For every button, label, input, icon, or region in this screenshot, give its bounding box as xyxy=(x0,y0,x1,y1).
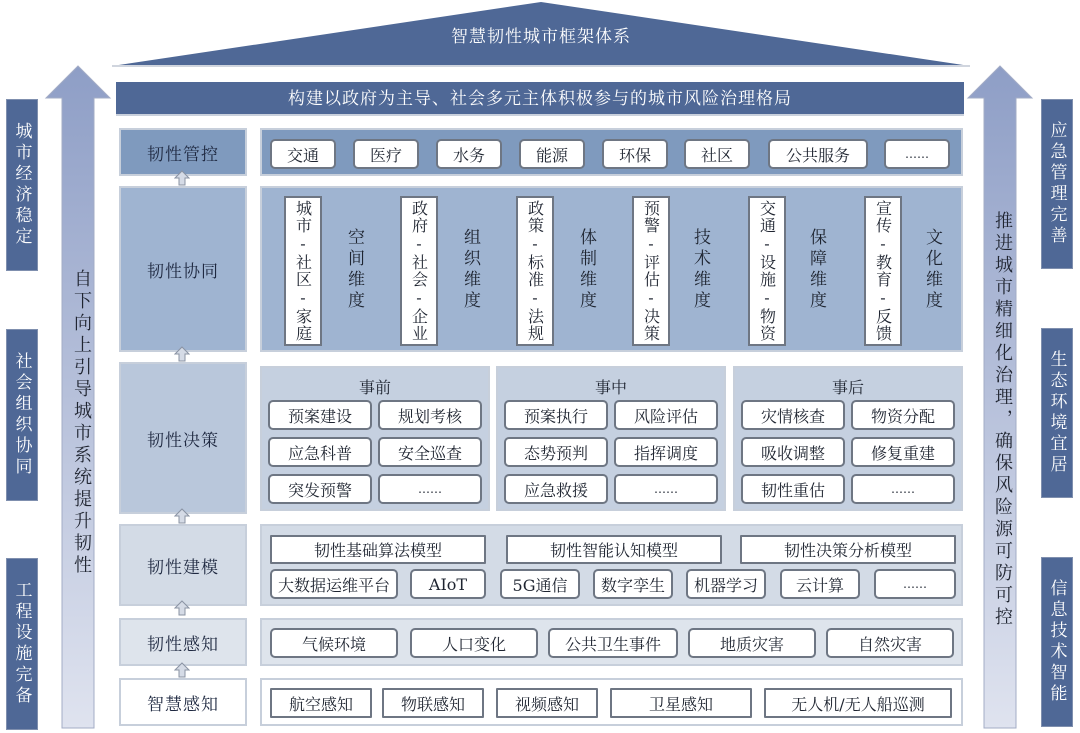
layer-label-smart-sensing xyxy=(119,678,247,726)
side-box-label: 应急管理完善 xyxy=(1046,121,1067,247)
layer-label-coordination xyxy=(119,186,247,352)
layer-label-text: 韧性建模 xyxy=(147,557,219,578)
small-up-arrow-icon xyxy=(174,508,190,524)
control-item: 能源 xyxy=(519,139,585,169)
coordination-tag: 政策-标准-法规 xyxy=(516,196,554,346)
layer-label-text: 韧性决策 xyxy=(147,430,219,451)
coordination-dimension: 保障维度 xyxy=(806,228,826,312)
coordination-tag: 交通-设施-物资 xyxy=(748,196,786,346)
coordination-dimension: 技术维度 xyxy=(690,228,710,312)
control-item: 交通 xyxy=(270,139,336,169)
decision-item: 灾情核查 xyxy=(741,400,845,430)
side-box-it xyxy=(1041,557,1073,727)
coordination-tag: 城市-社区-家庭 xyxy=(284,196,322,346)
layer-panel-smart-sensing xyxy=(260,678,963,726)
tech-item: 大数据运维平台 xyxy=(270,569,398,599)
control-item: 公共服务 xyxy=(768,139,868,169)
coordination-dimension: 空间维度 xyxy=(344,228,364,312)
perception-item: 气候环境 xyxy=(270,628,398,658)
decision-item: 应急救援 xyxy=(504,474,608,504)
perception-item: 自然灾害 xyxy=(826,628,954,658)
side-box-label: 信息技术智能 xyxy=(1046,579,1067,705)
layer-panel-control xyxy=(260,128,963,176)
coordination-tag: 预警-评估-决策 xyxy=(632,196,670,346)
control-item: 水务 xyxy=(436,139,502,169)
layer-panel-coordination xyxy=(260,186,963,352)
coordination-dimension: 文化维度 xyxy=(922,228,942,312)
phase-before xyxy=(260,366,490,511)
phase-after xyxy=(733,366,963,511)
coordination-dimension: 体制维度 xyxy=(576,228,596,312)
side-box-label: 社会组织协同 xyxy=(11,352,32,478)
perception-item: 公共卫生事件 xyxy=(548,628,678,658)
small-up-arrow-icon xyxy=(174,662,190,678)
sensing-item: 物联感知 xyxy=(382,688,484,718)
phase-title: 事前 xyxy=(358,378,391,397)
decision-item-more: …… xyxy=(851,474,955,504)
layer-label-modeling xyxy=(119,524,247,606)
side-box-social xyxy=(6,329,38,501)
side-box-label: 工程设施完备 xyxy=(11,581,32,707)
perception-item: 地质灾害 xyxy=(688,628,816,658)
small-up-arrow-icon xyxy=(174,346,190,362)
side-box-ecology xyxy=(1041,328,1073,498)
framework-title: 智慧韧性城市框架体系 xyxy=(451,27,631,47)
decision-item: 指挥调度 xyxy=(614,437,718,467)
layer-label-text: 韧性管控 xyxy=(147,144,219,165)
decision-item: 预案执行 xyxy=(504,400,608,430)
phase-title: 事中 xyxy=(594,378,627,397)
sensing-item: 无人机/无人船巡测 xyxy=(764,688,952,718)
decision-item-more: …… xyxy=(614,474,718,504)
tech-item: 云计算 xyxy=(780,569,860,599)
layer-label-perception xyxy=(119,618,247,666)
coordination-dimension: 组织维度 xyxy=(460,228,480,312)
phase-title: 事后 xyxy=(831,378,864,397)
decision-item: 吸收调整 xyxy=(741,437,845,467)
decision-item: 安全巡查 xyxy=(378,437,482,467)
decision-item: 应急科普 xyxy=(268,437,372,467)
side-box-label: 城市经济稳定 xyxy=(11,122,32,248)
model-item: 韧性基础算法模型 xyxy=(270,535,486,564)
side-box-emergency xyxy=(1041,99,1073,269)
phase-during xyxy=(496,366,726,511)
decision-item: 态势预判 xyxy=(504,437,608,467)
right-arrow-text: 推进城市精细化治理，确保风险源可防可控 xyxy=(992,211,1013,629)
decision-item-more: …… xyxy=(378,474,482,504)
decision-item: 规划考核 xyxy=(378,400,482,430)
tech-item-more: …… xyxy=(874,569,956,599)
decision-item: 突发预警 xyxy=(268,474,372,504)
coordination-tag: 政府-社会-企业 xyxy=(400,196,438,346)
layer-panel-modeling xyxy=(260,524,963,606)
sensing-item: 航空感知 xyxy=(270,688,372,718)
layer-panel-perception xyxy=(260,618,963,666)
control-item: 医疗 xyxy=(353,139,419,169)
side-box-economy xyxy=(6,99,38,271)
decision-item: 物资分配 xyxy=(851,400,955,430)
control-item: 环保 xyxy=(602,139,668,169)
layer-label-text: 韧性协同 xyxy=(147,261,219,282)
tech-item: 机器学习 xyxy=(686,569,766,599)
decision-item: 韧性重估 xyxy=(741,474,845,504)
small-up-arrow-icon xyxy=(174,170,190,186)
layer-label-text: 韧性感知 xyxy=(147,634,219,655)
layer-label-control xyxy=(119,128,247,176)
sensing-item: 视频感知 xyxy=(496,688,598,718)
layer-label-text: 智慧感知 xyxy=(147,694,219,715)
control-item-more: …… xyxy=(884,139,950,169)
control-item: 社区 xyxy=(684,139,750,169)
side-box-label: 生态环境宜居 xyxy=(1046,350,1067,476)
tech-item: 5G通信 xyxy=(500,569,580,599)
decision-item: 预案建设 xyxy=(268,400,372,430)
model-item: 韧性决策分析模型 xyxy=(740,535,956,564)
tech-item: 数字孪生 xyxy=(593,569,673,599)
side-box-engineering xyxy=(6,558,38,730)
tech-item: AIoT xyxy=(410,569,486,599)
model-item: 韧性智能认知模型 xyxy=(506,535,722,564)
layer-panel-decision xyxy=(260,362,963,514)
decision-item: 风险评估 xyxy=(614,400,718,430)
decision-item: 修复重建 xyxy=(851,437,955,467)
layer-label-decision xyxy=(119,362,247,514)
coordination-tag: 宣传-教育-反馈 xyxy=(864,196,902,346)
perception-item: 人口变化 xyxy=(410,628,538,658)
sensing-item: 卫星感知 xyxy=(610,688,752,718)
governance-banner: 构建以政府为主导、社会多元主体积极参与的城市风险治理格局 xyxy=(116,82,964,116)
small-up-arrow-icon xyxy=(174,600,190,616)
left-arrow-text: 自下向上引导城市系统提升韧性 xyxy=(71,269,92,577)
